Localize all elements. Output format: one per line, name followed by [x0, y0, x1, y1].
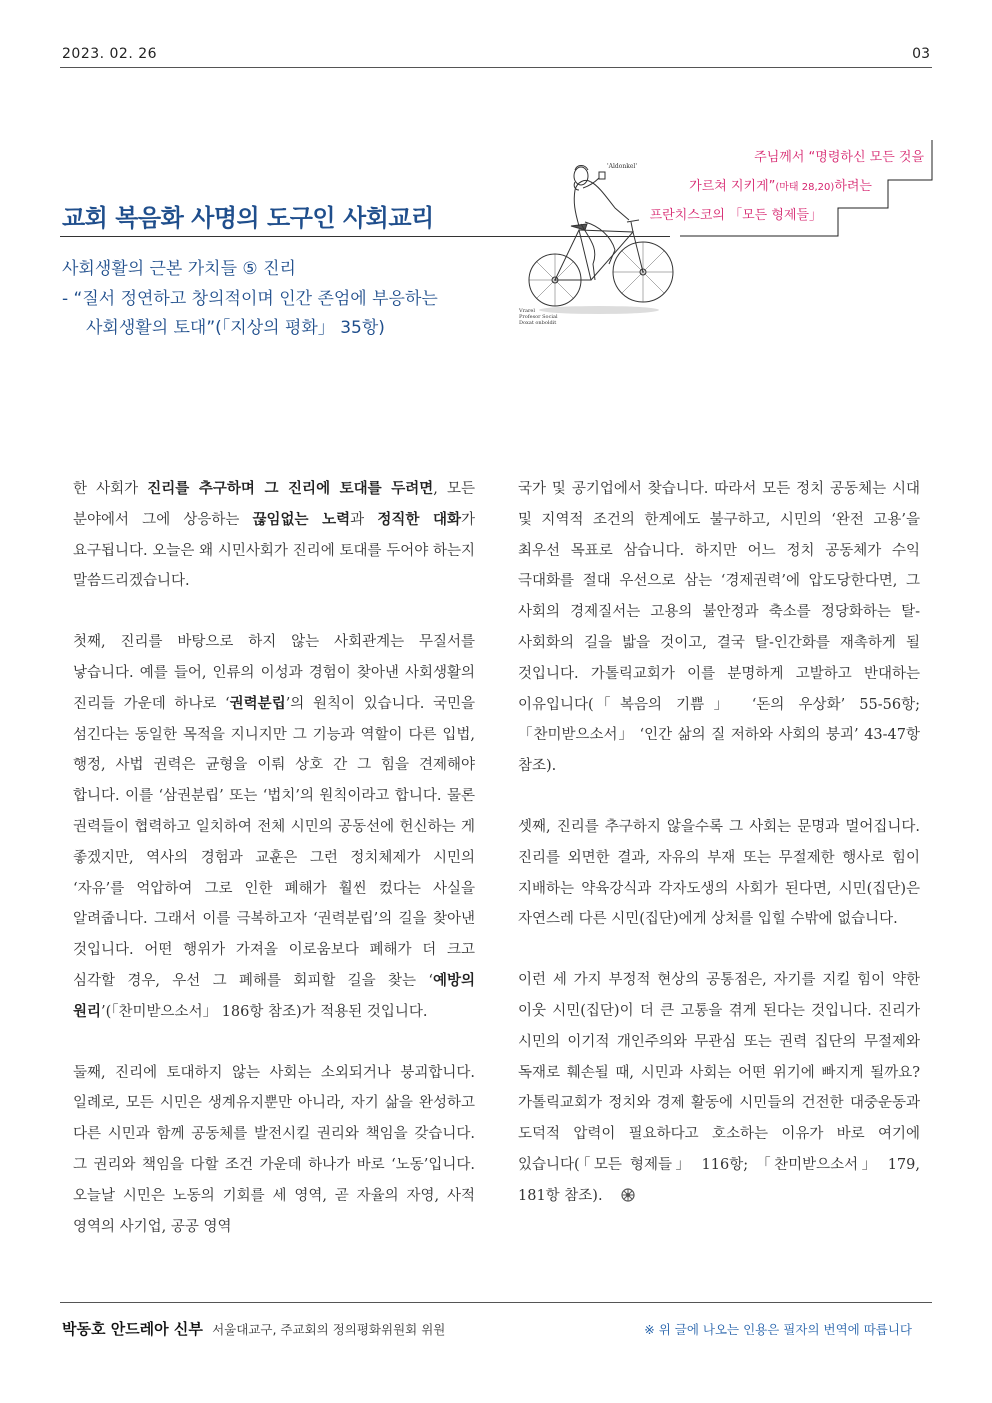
- quote-line-2: [689, 175, 872, 194]
- bicycle-illustration: [515, 152, 685, 327]
- subtitle-line-1: 사회생활의 근본 가치들 ⑤ 진리: [62, 259, 296, 279]
- flower-end-icon: [621, 1188, 635, 1202]
- p2-text-c: ’의 원칙이 있습니다. 국민을 섬긴다는 동일한 목적을 지니지만 그 기능과 역할이 다른 입법, 행정, 사법 권력은 균형을 이뤄 상호 간 그 힘을 견제해야 합니다. 이를 ‘삼권분립’ 또는 ‘법치’의 원칙이라고 합니다. 물론 권력들이 협력하고 일치하여 전체 시민의 공동선에 헌신하는 게 좋겠지만, 역사의 경험과 교훈은 그런 정치체제가 시민의 ‘자유’를 억압하여 그로 인한 폐해가 훨씬 컸다는 사실을 알려줍니다. 그래서 이를 극복하고자 ‘권력분립’의 길을 찾아낸 것입니다. 어떤 행위가 가져올 이로움보다 폐해가 더 크고 심각할 경우, 우선 그 폐해를 회피할 길을 찾는 ‘: [73, 695, 475, 989]
- p5-text: 이런 세 가지 부정적 현상의 공통점은, 자기를 지킬 힘이 약한 이웃 시민(집단)이 더 큰 고통을 겪게 된다는 것입니다. 진리가 시민의 이기적 개인주의와 무관심 또는 권력 집단의 무절제와 독재로 훼손될 때, 시민과 사회는 어떤 위기에 빠지게 될까요? 가톨릭교회가 정치와 경제 활동에 시민들의 건전한 대중운동과 도덕적 압력이 필요하다고 호소하는 이유가 바로 여기에 있습니다(「모든 형제들」 116항; 「찬미받으소서」 179, 181항 참조).: [518, 972, 920, 1204]
- p2-text-e: ’(「찬미받으소서」 186항 참조)가 적용된 것입니다.: [101, 1003, 428, 1020]
- paragraph-4: 셋째, 진리를 추구하지 않을수록 그 사회는 문명과 멀어집니다. 진리를 외면한 결과, 자유의 부재 또는 무절제한 행사로 힘이 지배하는 약육강식과 각자도생의 사회가 된다면, 시민(집단)은 자연스레 다른 시민(집단)에게 상처를 입힐 수밖에 없습니다.: [518, 818, 920, 928]
- p2-emphasis-precaution: 예방의 원리: [73, 971, 475, 1020]
- author-name: 박동호 안드레아 신부: [62, 1320, 203, 1338]
- p2-text-a: 첫째, 진리를 바탕으로 하지 않는 사회관계는 무질서를 낳습니다. 예를 들어, 인류의 이성과 경험이 찾아낸 사회생활의 진리들 가운데 하나로 ‘: [73, 634, 475, 712]
- header-date: 2023. 02. 26: [62, 46, 158, 62]
- illus-label-bottom-1: Vrarel: [519, 308, 535, 314]
- author-line: [62, 1318, 445, 1339]
- paragraph-3-part-2: 국가 및 공기업에서 찾습니다. 따라서 모든 정치 공동체는 시대 및 지역적 조건의 한계에도 불구하고, 시민의 ‘완전 고용’을 최우선 목표로 삼습니다. 하지만 어느 정치 공동체가 수익 극대화를 절대 우선으로 삼는 ‘경제권력’에 압도당한다면, 그 사회의 경제질서는 고용의 불안정과 축소를 정당화하는 탈-사회화의 길을 밟을 것이고, 결국 탈-인간화를 재촉하게 될 것입니다. 가톨릭교회가 이를 분명하게 고발하고 반대하는 이유입니다(「복음의 기쁨」 ‘돈의 우상화’ 55-56항; 「찬미받으소서」 ‘인간 삶의 질 저하와 사회의 붕괴’ 43-47항 참조).: [518, 481, 920, 775]
- p1-emphasis-truth: 진리를 추구하며 그 진리에 토대를 두려면: [147, 480, 434, 497]
- page-number: 03: [912, 46, 930, 62]
- paragraph-1: [73, 474, 475, 597]
- subtitle-line-3: 사회생활의 토대”(「지상의 평화」 35항): [86, 318, 385, 338]
- paragraph-3-part-1: 둘째, 진리에 토대하지 않는 사회는 소외되거나 붕괴합니다. 일례로, 모든 시민은 생계유지뿐만 아니라, 자기 삶을 완성하고 다른 시민과 함께 공동체를 발전시킬 권리와 책임을 갖습니다. 그 권리와 책임을 다할 조건 가운데 하나가 바로 ‘노동’입니다. 오늘날 시민은 노동의 기회를 세 영역, 곧 자율의 자영, 사적 영역의 사기업, 공공 영역: [73, 1064, 475, 1235]
- p1-text-g: 가 요구됩니다. 오늘은 왜 시민사회가 진리에 토대를 두어야 하는지 말씀드리겠습니다.: [73, 511, 475, 590]
- paragraph-2: [73, 627, 475, 1027]
- footer-divider: [60, 1302, 932, 1303]
- subtitle-line-2: - “질서 정연하고 창의적이며 인간 존엄에 부응하는: [62, 289, 438, 309]
- p2-emphasis-separation: 권력분립: [229, 694, 286, 712]
- quote-line-3: 프란치스코의 「모든 형제들」: [649, 208, 822, 223]
- author-description: 서울대교구, 주교회의 정의평화위원회 위원: [212, 1322, 446, 1337]
- article-title: 교회 복음화 사명의 도구인 사회교리: [62, 204, 434, 232]
- illus-label-bottom-3: Doxat onboldit: [519, 320, 557, 326]
- quote-line-2-tail: 하려는: [834, 179, 872, 194]
- quote-line-1: 주님께서 “명령하신 모든 것을: [754, 150, 924, 165]
- body-column-right: [518, 474, 920, 1242]
- p1-text-c: , 모든 분야에서 그에 상응하는: [73, 481, 476, 528]
- p1-emphasis-effort: 끊임없는 노력: [252, 510, 351, 528]
- p1-text-e: 과: [350, 511, 378, 528]
- illus-label-bottom-2: Profesor Social: [519, 314, 558, 320]
- quote-line-2-ref: (마태 28,20): [775, 182, 835, 193]
- p1-emphasis-dialogue: 정직한 대화: [377, 510, 461, 528]
- paragraph-5: [518, 965, 920, 1211]
- illus-label-top: 'Aldonkel': [607, 163, 637, 170]
- p1-text-a: 한 사회가: [73, 481, 148, 497]
- body-column-left: [73, 474, 475, 1272]
- quote-line-2-main: 가르쳐 지키게”: [689, 179, 776, 194]
- translation-note: ※ 위 글에 나오는 인용은 필자의 번역에 따릅니다: [644, 1322, 912, 1337]
